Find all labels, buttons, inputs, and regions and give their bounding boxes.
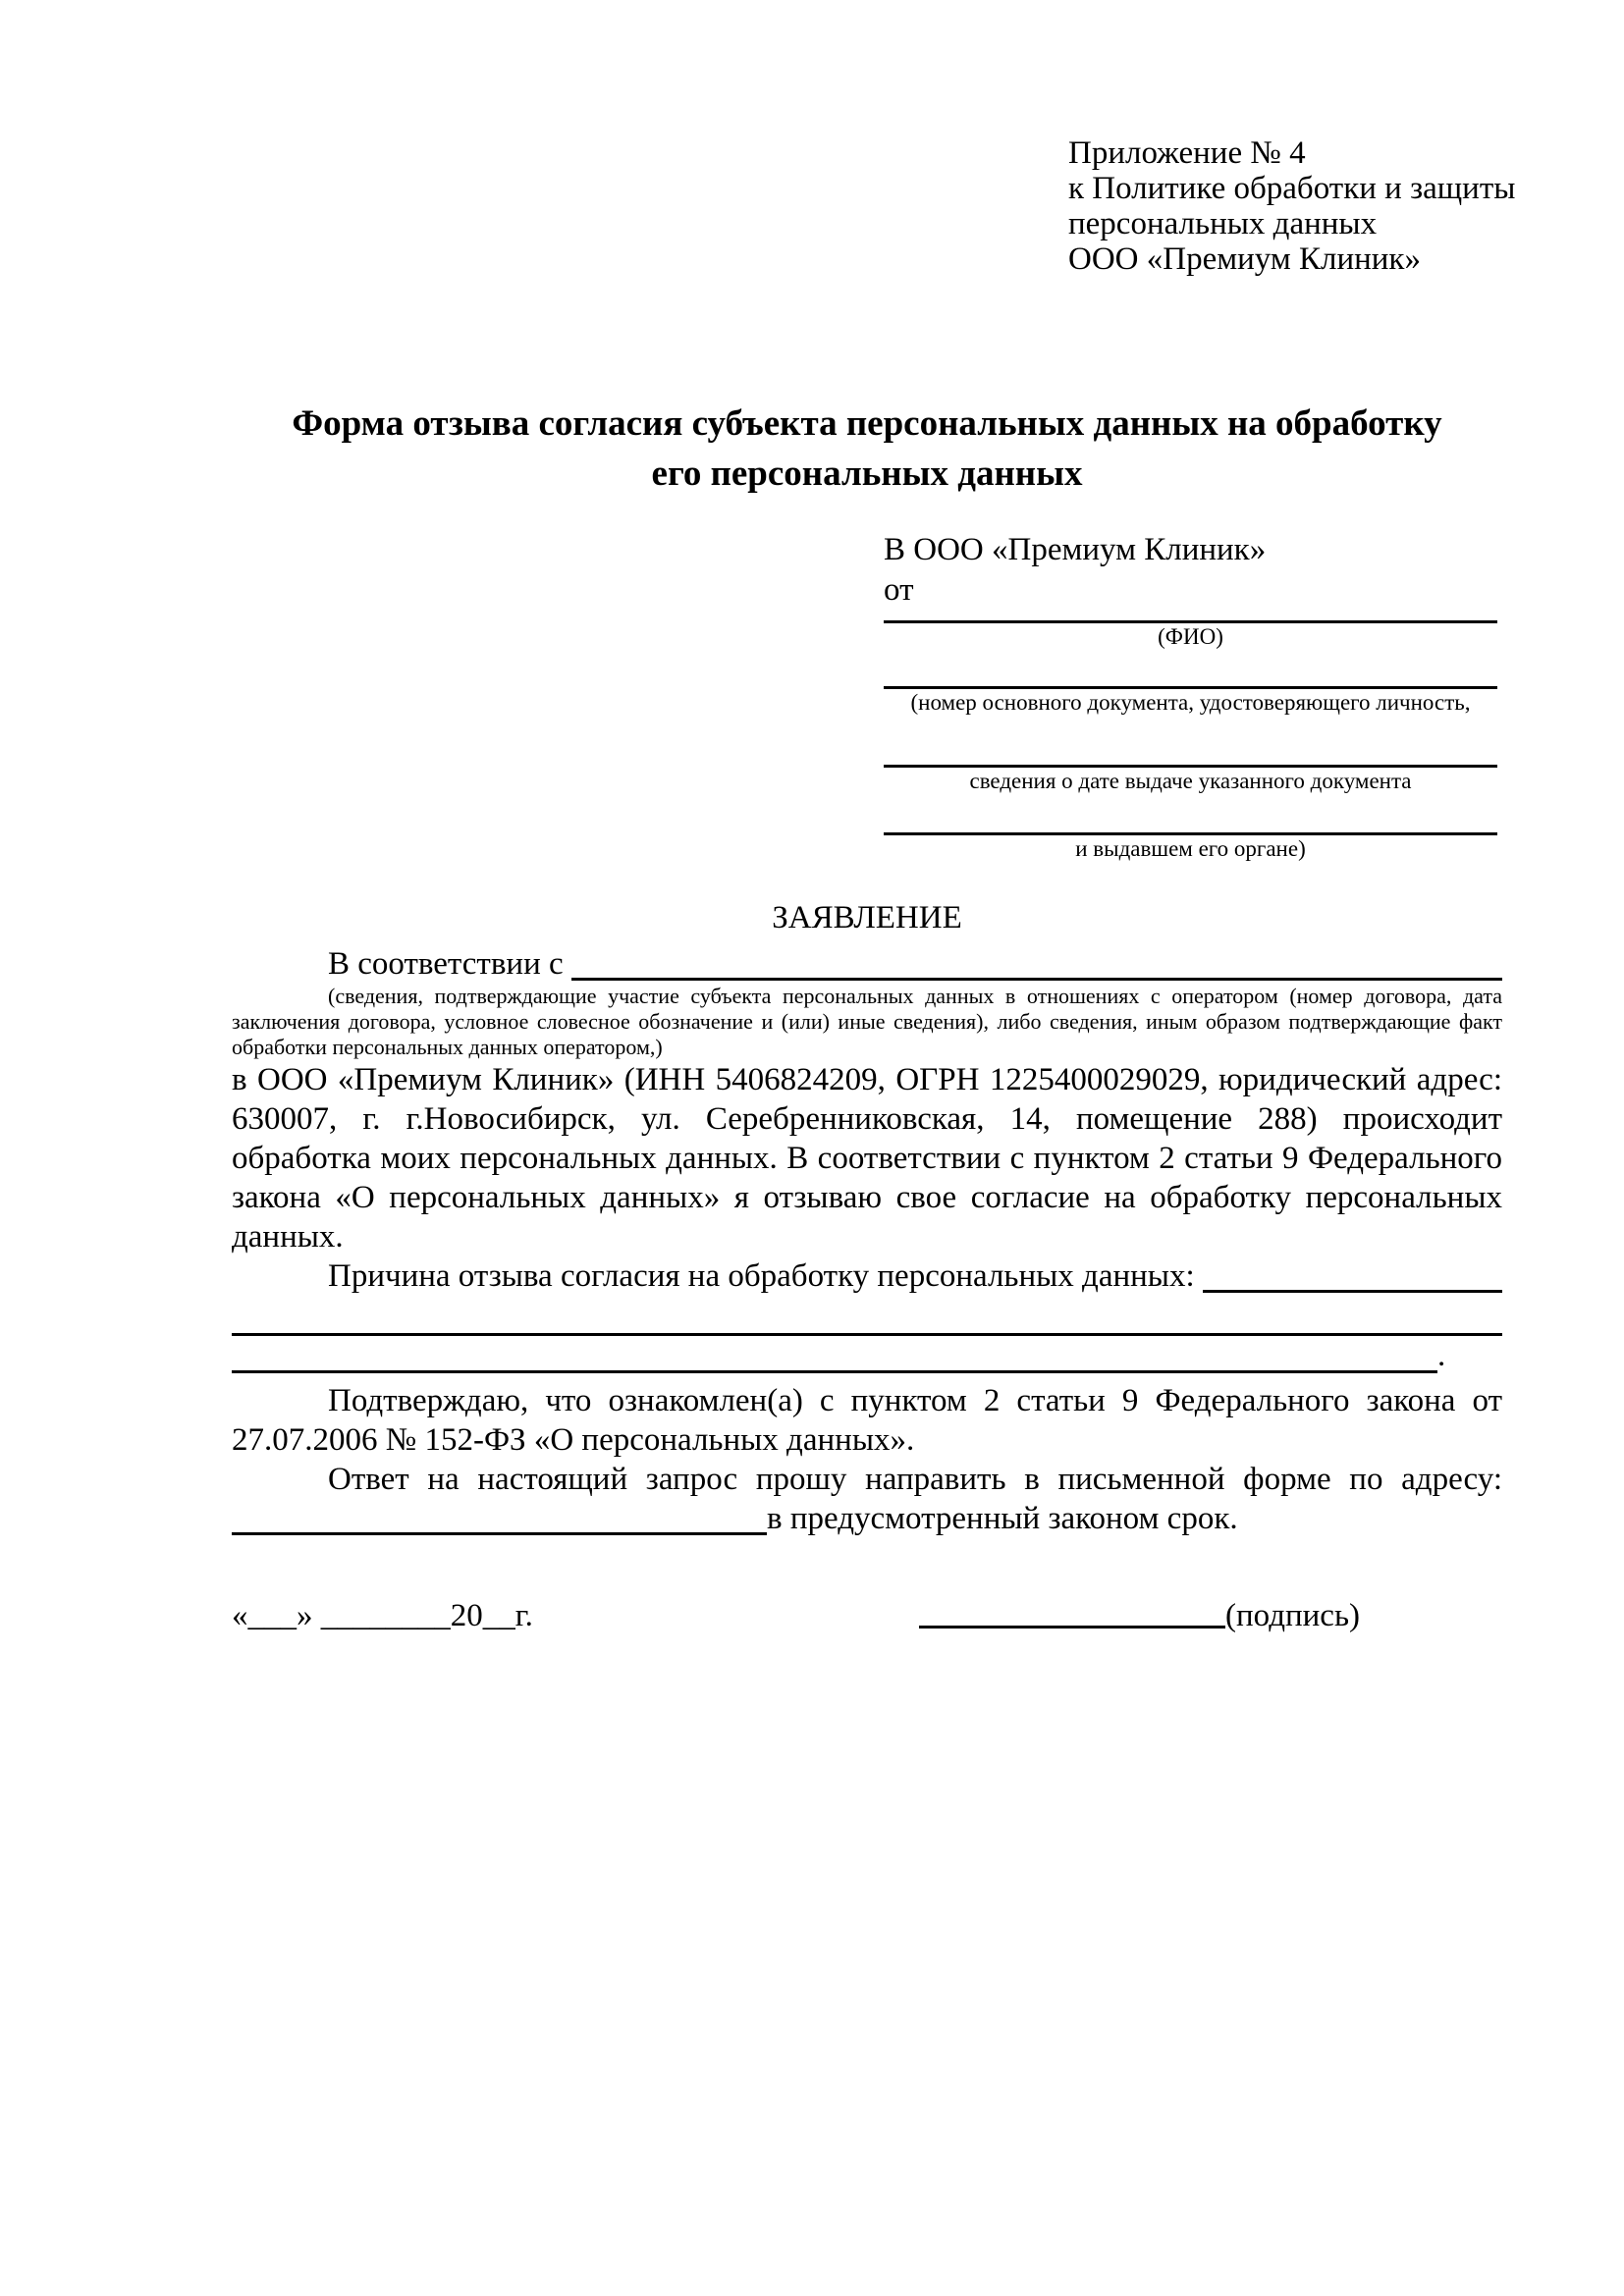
statement-heading: ЗАЯВЛЕНИЕ [772,900,962,935]
recipient-block [884,530,1497,863]
paragraph-indent [232,944,328,984]
response-address-blank-line [232,1499,767,1535]
accordance-label: В соответствии с [328,946,564,982]
appendix-line: персональных данных [1068,206,1378,241]
signature-caption: (подпись) [1225,1598,1360,1633]
withdrawal-paragraph: в ООО «Премиум Клиник» (ИНН 5406824209, ОГРН 1225400029029, юридический адрес: 630007, г. г.Новосибирск, ул. Серебренниковская, 14, помещение 288) происходит обработка моих персональных данных. В соответствии с пунктом 2 статьи 9 Федерального закона «О персональных данных» я отзываю свое согласие на обработку персональных данных. [232,1062,1502,1255]
appendix-line: к Политике обработки и защиты [1068,171,1516,206]
appendix-line: ООО «Премиум Клиник» [1068,241,1421,277]
reason-terminal-period: . [1437,1338,1446,1373]
response-suffix: в предусмотренный законом срок. [767,1501,1238,1536]
document-title [232,399,1502,499]
paragraph-indent [232,1256,328,1296]
confirmation-paragraph: Подтверждаю, что ознакомлен(а) с пунктом 2 статьи 9 Федерального закона от 27.07.2006 № 152-ФЗ «О персональных данных». [232,1383,1502,1458]
fio-caption: (ФИО) [1158,624,1223,649]
recipient-from-label: от [884,572,914,608]
signature-block [919,1596,1360,1635]
reason-row [232,1256,1502,1296]
document-number-caption: (номер основного документа, удостоверяющего личность, [910,690,1471,715]
signature-blank-line [919,1596,1225,1629]
date-blank-line: «___» ________20__г. [232,1598,533,1633]
recipient-to: В ООО «Премиум Клиник» [884,532,1267,567]
statement-body [232,944,1502,1538]
accordance-row [232,944,1502,984]
issuing-authority-caption: и выдавшем его органе) [1075,836,1306,861]
footer-row [232,1596,1502,1635]
reason-continuation-blank-line [232,1296,1502,1336]
reason-continuation-blank-line-fill [232,1336,1437,1373]
reason-blank-line [1203,1256,1502,1293]
document-title-line: Форма отзыва согласия субъекта персональных данных на обработку [292,403,1442,444]
appendix-line: Приложение № 4 [1068,135,1306,171]
issue-date-caption: сведения о дате выдаче указанного документа [969,769,1412,793]
response-request-paragraph: Ответ на настоящий запрос прошу направить в письменной форме по адресу: [328,1462,1502,1497]
appendix-reference [1068,135,1515,277]
reason-continuation-blank-line [232,1336,1502,1373]
response-address-row [232,1499,1502,1538]
document-title-line: его персональных данных [651,454,1083,494]
reason-label: Причина отзыва согласия на обработку персональных данных: [328,1258,1195,1294]
accordance-note: (сведения, подтверждающие участие субъекта персональных данных в отношениях с оператором (номер договора, дата заключения договора, условное словесное обозначение и (или) иные сведения), либо сведения, иным образом подтверждающие факт обработки персональных данных оператором,) [232,984,1502,1059]
accordance-blank-line [571,944,1502,981]
